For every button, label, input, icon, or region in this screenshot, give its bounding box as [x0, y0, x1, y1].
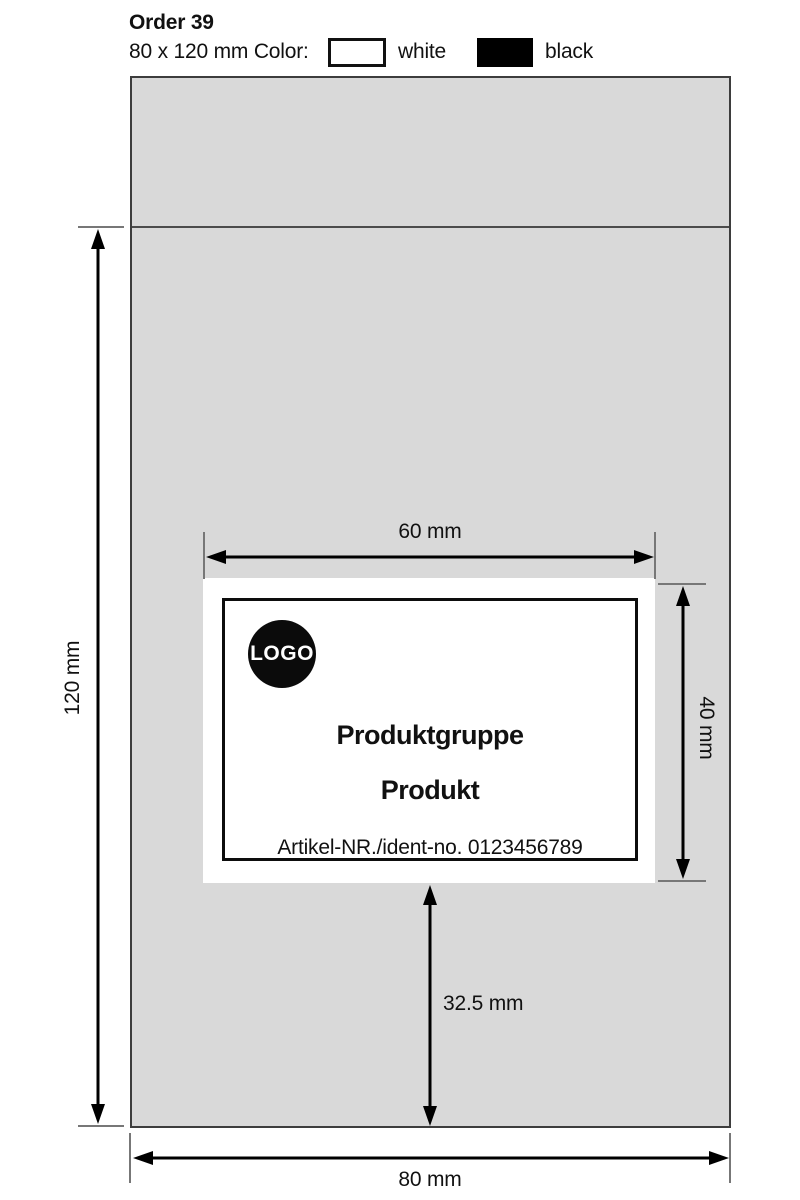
white-swatch-icon — [328, 38, 386, 67]
dim-120-tick-bottom — [78, 1125, 124, 1127]
dim-40-label: 40 mm — [695, 696, 718, 760]
bag-top-seam-line — [132, 226, 729, 228]
dim-40-tick-top — [658, 583, 706, 585]
black-legend-label: black — [545, 40, 594, 63]
article-number-text: Artikel-NR./ident-no. 0123456789 — [277, 836, 583, 859]
dim-60-label: 60 mm — [398, 520, 462, 543]
dim-line — [682, 590, 685, 875]
arrow-down-icon — [91, 1104, 105, 1124]
dim-line — [210, 556, 650, 559]
dim-line — [97, 233, 100, 1120]
dim-line — [429, 889, 432, 1122]
arrow-down-icon — [676, 859, 690, 879]
size-color-label: 80 x 120 mm Color: — [129, 40, 309, 63]
dim-40-tick-bottom — [658, 880, 706, 882]
dim-80-arrow — [133, 1151, 729, 1165]
dim-line — [137, 1157, 725, 1160]
dim-120-tick-top — [78, 226, 124, 228]
dim-120-label: 120 mm — [61, 640, 84, 716]
dim-60-arrow — [206, 550, 654, 564]
dim-80-label: 80 mm — [398, 1168, 462, 1191]
page-title: Order 39 — [129, 11, 214, 34]
logo-badge — [248, 620, 316, 688]
dim-32-5-label: 32.5 mm — [443, 992, 524, 1015]
dim-40-arrow — [676, 586, 690, 879]
product-group-text: Produktgruppe — [336, 720, 524, 750]
white-legend-label: white — [398, 40, 447, 63]
arrow-right-icon — [709, 1151, 729, 1165]
dim-32-5-arrow — [423, 885, 437, 1126]
logo-text: LOGO — [250, 642, 314, 665]
arrow-down-icon — [423, 1106, 437, 1126]
dim-120-arrow — [91, 229, 105, 1124]
arrow-right-icon — [634, 550, 654, 564]
product-text: Produkt — [380, 775, 480, 805]
black-swatch-icon — [477, 38, 533, 67]
